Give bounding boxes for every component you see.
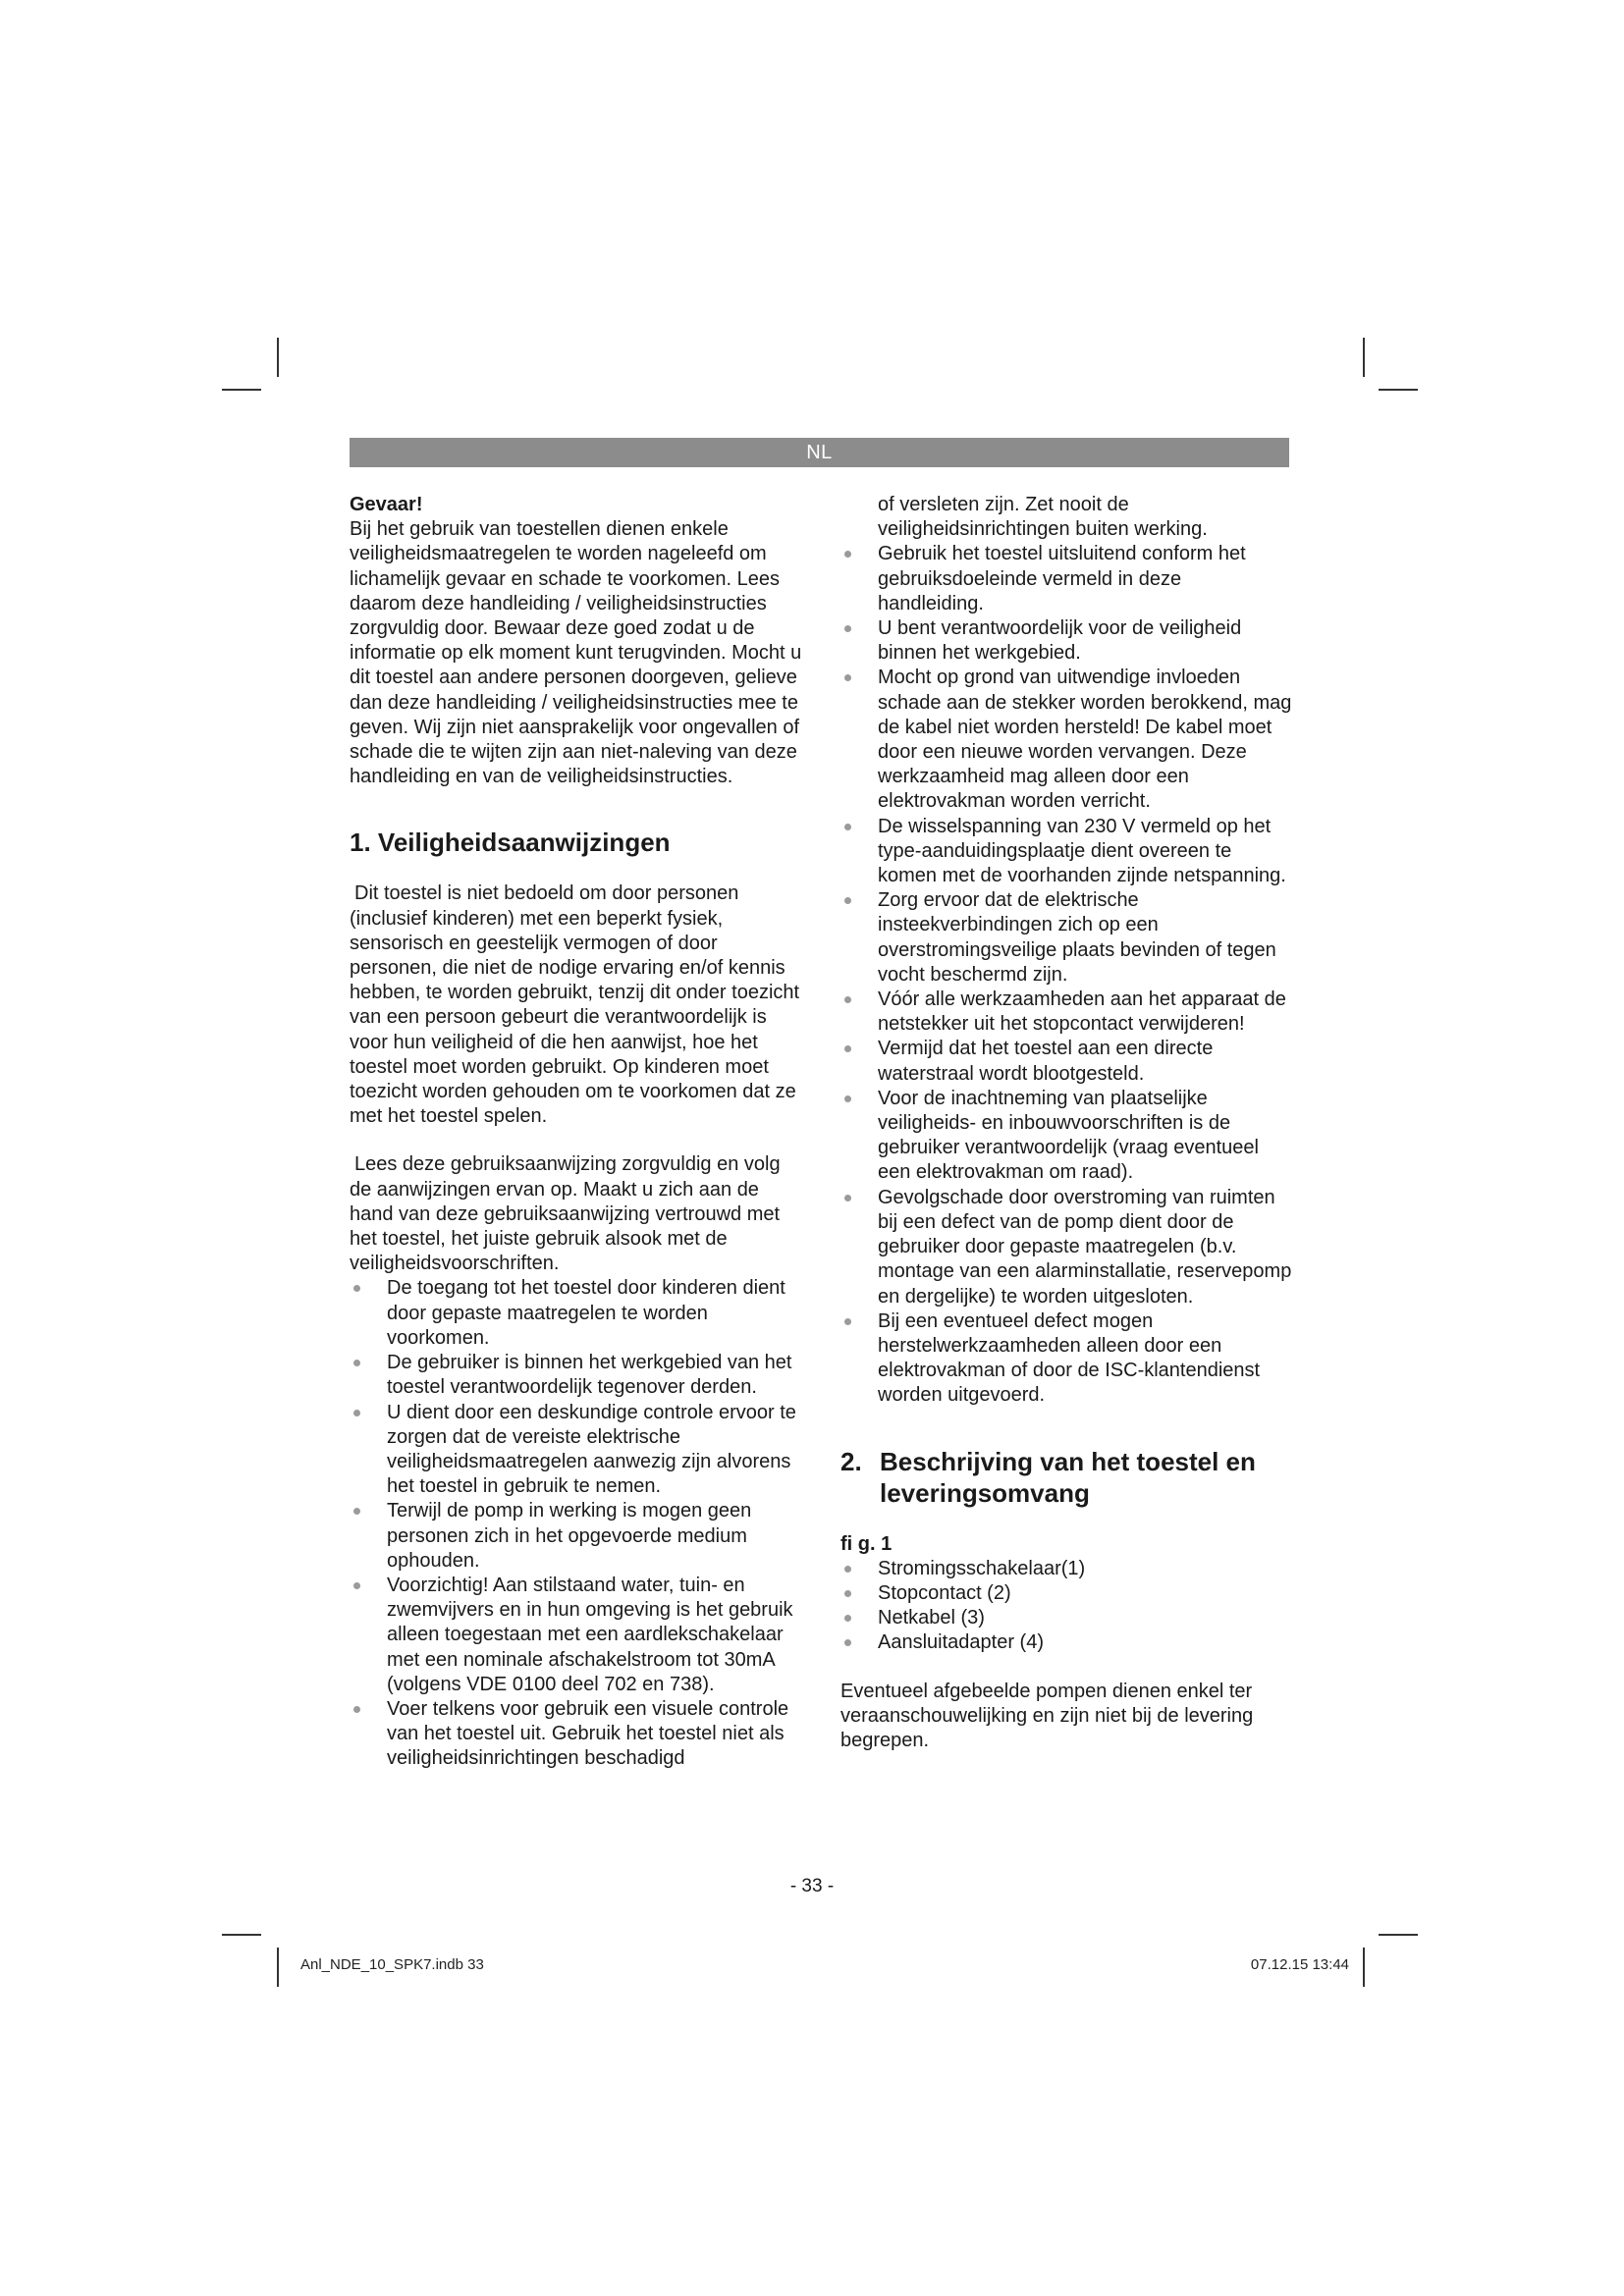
crop-mark — [1379, 389, 1418, 391]
list-item: Zorg ervoor dat de elektrische insteekverbindingen zich op een overstromingsveilige plaats bevinden of tegen vocht beschermd zijn. — [840, 888, 1292, 988]
crop-mark — [1363, 1948, 1365, 1987]
danger-title: Gevaar! — [350, 494, 423, 515]
bullet-icon — [844, 674, 851, 681]
crop-mark — [222, 1934, 261, 1936]
crop-mark — [277, 338, 279, 377]
bullet-icon — [353, 1582, 360, 1589]
left-column — [350, 493, 805, 1772]
bullet-icon — [353, 1410, 360, 1416]
list-item: Mocht op grond van uitwendige invloeden schade aan de stekker worden berokkend, mag de kabel niet worden hersteld! De kabel moet door een nieuwe worden vervangen. Deze werkzaamheid mag alleen door een elektrovakman worden verricht. — [840, 666, 1292, 814]
bullet-icon — [353, 1285, 360, 1292]
bullet-icon — [844, 1639, 851, 1646]
list-item: Voorzichtig! Aan stilstaand water, tuin- en zwemvijvers en in hun omgeving is het gebruik alleen toegestaan met een aardlekschakelaar met een nominale afschakelstroom tot 30mA (volgens VDE 0100 deel 702 en 738). — [350, 1574, 805, 1697]
footer-filename: Anl_NDE_10_SPK7.indb 33 — [300, 1956, 484, 1973]
list-item: Aansluitadapter (4) — [840, 1630, 1292, 1655]
list-item: Voor de inachtneming van plaatselijke veiligheids- en inbouwvoorschriften is de gebruiker verantwoordelijk (vraag eventueel een elektrovakman om raad). — [840, 1087, 1292, 1186]
list-item: Gebruik het toestel uitsluitend conform het gebruiksdoeleinde vermeld in deze handleiding. — [840, 542, 1292, 616]
safety-list-right — [840, 542, 1292, 1408]
bullet-icon — [844, 625, 851, 632]
figure-label: fi g. 1 — [840, 1532, 893, 1555]
instruction-paragraph: Lees deze gebruiksaanwijzing zorgvuldig en volg de aanwijzingen ervan op. Maakt u zich aan de hand van deze gebruiksaanwijzing vertrouwd met het toestel, het juiste gebruik alsook met de veiligheidsvoorschriften. — [350, 1153, 781, 1275]
list-item: Bij een eventueel defect mogen herstelwerkzaamheden alleen door een elektrovakman of door de ISC-klantendienst worden uitgevoerd. — [840, 1309, 1292, 1409]
right-column — [840, 493, 1292, 1753]
list-item: De gebruiker is binnen het werkgebied van het toestel verantwoordelijk tegenover derden. — [350, 1351, 805, 1400]
bullet-icon — [844, 824, 851, 830]
bullet-icon — [844, 1045, 851, 1052]
delivery-note: Eventueel afgebeelde pompen dienen enkel ter veraanschouwelijking en zijn niet bij de levering begrepen. — [840, 1680, 1254, 1751]
list-item: U bent verantwoordelijk voor de veiligheid binnen het werkgebied. — [840, 616, 1292, 666]
bullet-icon — [844, 551, 851, 558]
bullet-icon — [844, 1590, 851, 1597]
list-item: Terwijl de pomp in werking is mogen geen personen zich in het opgevoerde medium ophouden. — [350, 1499, 805, 1574]
section-1-title: 1. Veiligheidsaanwijzingen — [350, 828, 671, 858]
danger-text: Bij het gebruik van toestellen dienen enkele veiligheidsmaatregelen te worden nageleefd om lichamelijk gevaar en schade te voorkomen. Lees daarom deze handleiding / veiligheidsinstructies zorgvuldig door. Bewaar deze goed zodat u de informatie op elk moment kunt terugvinden. Mocht u dit toestel aan andere personen doorgeven, gelieve dan deze handleiding / veiligheidsinstructies mee te geven. Wij zijn niet aansprakelijk voor ongevallen of schade die te wijten zijn aan niet-naleving van deze handleiding en van de veiligheidsinstructies. — [350, 518, 802, 788]
footer-datetime: 07.12.15 13:44 — [1250, 1956, 1349, 1973]
intro-paragraph: Dit toestel is niet bedoeld om door personen (inclusief kinderen) met een beperkt fysiek, sensorisch en geestelijk vermogen of door personen, die niet de nodige ervaring en/of kennis hebben, te worden gebruikt, tenzij dit onder toezicht van een persoon gebeurt die verantwoordelijk is voor hun veiligheid of die hen aanwijst, hoe het toestel moet worden gebruikt. Op kinderen moet toezicht worden gehouden om te voorkomen dat ze met het toestel spelen. — [350, 882, 800, 1128]
list-item: Vóór alle werkzaamheden aan het apparaat de netstekker uit het stopcontact verwijderen! — [840, 988, 1292, 1037]
list-item: Stopcontact (2) — [840, 1581, 1292, 1606]
bullet-icon — [844, 1615, 851, 1622]
list-item: Voer telkens voor gebruik een visuele controle van het toestel uit. Gebruik het toestel niet als veiligheidsinrichtingen beschadigd — [350, 1697, 805, 1772]
section-2-title — [840, 1446, 1292, 1509]
figure-parts-list — [840, 1557, 1292, 1656]
list-item: U dient door een deskundige controle ervoor te zorgen dat de vereiste elektrische veiligheidsmaatregelen aanwezig zijn alvorens het toestel in gebruik te nemen. — [350, 1401, 805, 1500]
bullet-icon — [353, 1360, 360, 1366]
list-item: Vermijd dat het toestel aan een directe waterstraal wordt blootgesteld. — [840, 1037, 1292, 1086]
crop-mark — [222, 389, 261, 391]
safety-list-left — [350, 1276, 805, 1771]
list-item: Gevolgschade door overstroming van ruimten bij een defect van de pomp dient door de gebruiker door gepaste maatregelen (b.v. montage van een alarminstallatie, reservepomp en dergelijke) te worden uitgesloten. — [840, 1186, 1292, 1309]
bullet-icon — [844, 1566, 851, 1573]
bullet-icon — [844, 1095, 851, 1102]
bullet-icon — [844, 897, 851, 904]
list-item: Netkabel (3) — [840, 1606, 1292, 1630]
bullet-icon — [844, 996, 851, 1003]
bullet-icon — [353, 1508, 360, 1515]
bullet-icon — [353, 1706, 360, 1713]
list-item: De wisselspanning van 230 V vermeld op het type-aanduidingsplaatje dient overeen te komen met de voorhanden zijnde netspanning. — [840, 815, 1292, 889]
continuation-text: of versleten zijn. Zet nooit de veiligheidsinrichtingen buiten werking. — [878, 494, 1208, 541]
crop-mark — [277, 1948, 279, 1987]
list-item: De toegang tot het toestel door kinderen dient door gepaste maatregelen te worden voorkomen. — [350, 1276, 805, 1351]
section-2-heading: Beschrijving van het toestel en leveringsomvang — [880, 1446, 1256, 1508]
bullet-icon — [844, 1318, 851, 1325]
crop-mark — [1379, 1934, 1418, 1936]
list-item: Stromingsschakelaar(1) — [840, 1557, 1292, 1581]
language-header: NL — [350, 438, 1289, 467]
section-2-number: 2. — [840, 1446, 862, 1476]
page-number: - 33 - — [789, 1876, 835, 1896]
crop-mark — [1363, 338, 1365, 377]
bullet-icon — [844, 1195, 851, 1201]
